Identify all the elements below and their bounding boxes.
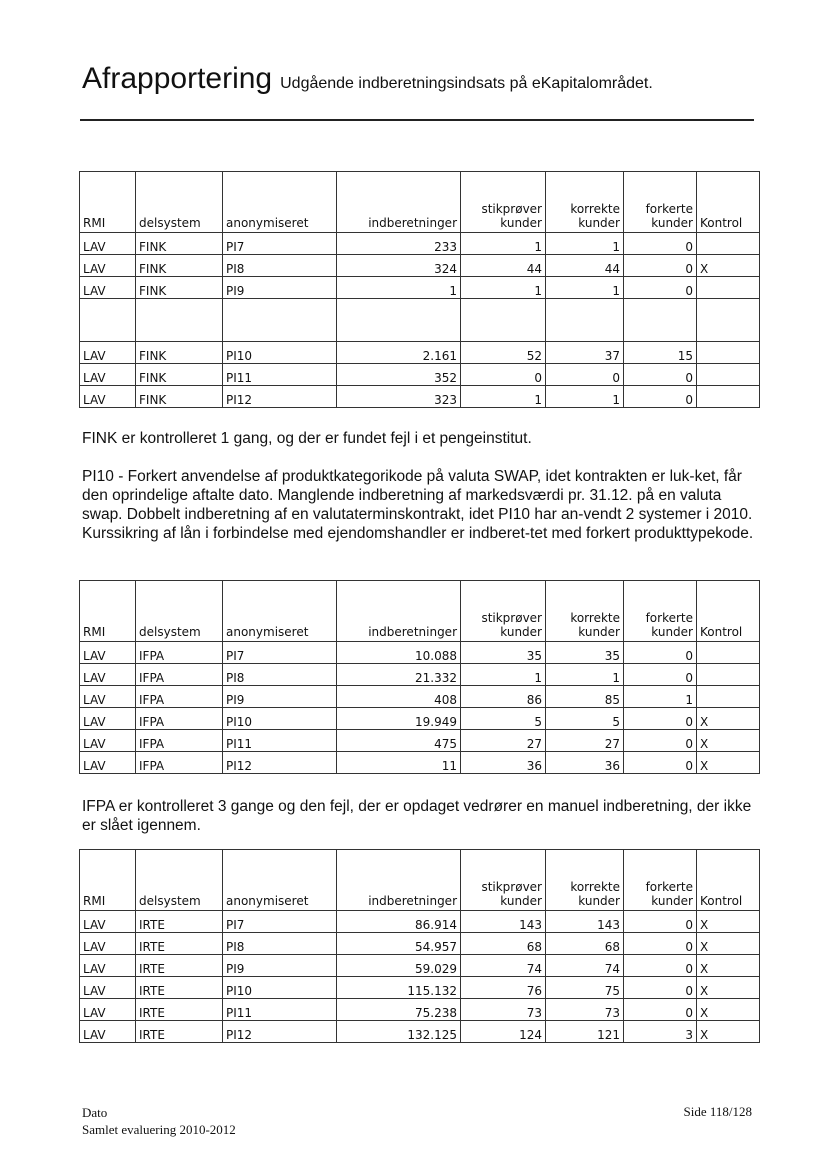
table-row — [80, 386, 760, 408]
table-cell: PI11 — [223, 730, 337, 752]
table-cell: 0 — [624, 255, 697, 277]
table-cell: IRTE — [136, 1021, 223, 1043]
table-cell: PI12 — [223, 1021, 337, 1043]
header-stikprover — [461, 581, 546, 642]
header-line: kunder — [500, 216, 542, 230]
table-header-row — [80, 850, 760, 911]
header-line: kunder — [651, 625, 693, 639]
table-cell: 74 — [546, 955, 624, 977]
table-header-row — [80, 581, 760, 642]
table-row — [80, 977, 760, 999]
table-cell: 0 — [624, 386, 697, 408]
table-cell: 0 — [624, 364, 697, 386]
table-cell: 408 — [337, 686, 461, 708]
table-cell: LAV — [80, 664, 136, 686]
table-cell: IRTE — [136, 999, 223, 1021]
table-cell: 0 — [624, 708, 697, 730]
table-cell: 21.332 — [337, 664, 461, 686]
header-indberetninger: indberetninger — [337, 581, 461, 642]
table-row — [80, 730, 760, 752]
table-row — [80, 342, 760, 364]
irte-table — [79, 849, 760, 1043]
table-cell — [697, 642, 760, 664]
table-cell: PI9 — [223, 955, 337, 977]
table-cell: 37 — [546, 342, 624, 364]
header-rmi: RMI — [80, 581, 136, 642]
table-cell: 0 — [624, 730, 697, 752]
table-cell — [697, 277, 760, 299]
header-line: kunder — [578, 894, 620, 908]
table-cell: FINK — [136, 386, 223, 408]
ifpa-table — [79, 580, 760, 774]
table-cell: X — [697, 730, 760, 752]
fink-summary: FINK er kontrolleret 1 gang, og der er fundet fejl i et pengeinstitut. — [82, 430, 532, 447]
table-cell: 52 — [461, 342, 546, 364]
table-cell: 0 — [624, 999, 697, 1021]
header-forkerte — [624, 850, 697, 911]
table-cell: X — [697, 1021, 760, 1043]
table-cell: X — [697, 955, 760, 977]
table-cell: LAV — [80, 642, 136, 664]
table-cell: 10.088 — [337, 642, 461, 664]
table-cell: 121 — [546, 1021, 624, 1043]
table-cell: LAV — [80, 364, 136, 386]
table-cell: PI7 — [223, 911, 337, 933]
table-row — [80, 933, 760, 955]
table-cell: 44 — [461, 255, 546, 277]
table-cell: 0 — [624, 752, 697, 774]
table-row — [80, 364, 760, 386]
header-line: stikprøver — [481, 611, 542, 625]
table-cell: IFPA — [136, 730, 223, 752]
table-cell: LAV — [80, 933, 136, 955]
table-cell — [697, 664, 760, 686]
table-cell: LAV — [80, 233, 136, 255]
table-cell: PI12 — [223, 752, 337, 774]
header-anonymiseret: anonymiseret — [223, 172, 337, 233]
table-cell: 1 — [546, 664, 624, 686]
table-cell: 0 — [624, 955, 697, 977]
header-forkerte — [624, 172, 697, 233]
header-stikprover — [461, 172, 546, 233]
fink-table — [79, 171, 760, 408]
table-cell: X — [697, 977, 760, 999]
spacer-cell — [461, 299, 546, 342]
table-header-row — [80, 172, 760, 233]
table-cell: LAV — [80, 708, 136, 730]
table-row — [80, 708, 760, 730]
table-cell: 27 — [461, 730, 546, 752]
table-cell: 0 — [624, 233, 697, 255]
table-cell: 143 — [546, 911, 624, 933]
table-cell: LAV — [80, 955, 136, 977]
table-cell: IRTE — [136, 933, 223, 955]
table-cell: IRTE — [136, 955, 223, 977]
footer-page-number: Side 118/128 — [683, 1104, 752, 1119]
table-cell: LAV — [80, 686, 136, 708]
header-delsystem: delsystem — [136, 172, 223, 233]
table-cell: LAV — [80, 386, 136, 408]
table-cell: PI9 — [223, 686, 337, 708]
table-cell: 1 — [546, 386, 624, 408]
table-cell: IFPA — [136, 708, 223, 730]
header-line: forkerte — [645, 611, 693, 625]
table-cell: 132.125 — [337, 1021, 461, 1043]
page-title — [82, 62, 653, 96]
table-cell: X — [697, 708, 760, 730]
header-line: korrekte — [570, 880, 620, 894]
table-cell: PI10 — [223, 977, 337, 999]
table-cell: IFPA — [136, 664, 223, 686]
spacer-cell — [697, 299, 760, 342]
table-row — [80, 255, 760, 277]
table-cell: 0 — [624, 911, 697, 933]
table-cell: LAV — [80, 1021, 136, 1043]
table-row — [80, 1021, 760, 1043]
table-cell: X — [697, 933, 760, 955]
table-cell: 68 — [546, 933, 624, 955]
table-cell: 1 — [461, 664, 546, 686]
table-cell: PI11 — [223, 364, 337, 386]
table-row — [80, 999, 760, 1021]
table-cell: 73 — [546, 999, 624, 1021]
title-main: Afrapportering — [82, 62, 273, 95]
header-delsystem: delsystem — [136, 850, 223, 911]
table-cell: PI10 — [223, 708, 337, 730]
header-line: kunder — [578, 625, 620, 639]
table-cell: 124 — [461, 1021, 546, 1043]
table-cell: 0 — [624, 933, 697, 955]
table-cell: 5 — [546, 708, 624, 730]
header-anonymiseret: anonymiseret — [223, 850, 337, 911]
table-cell — [697, 686, 760, 708]
table-cell: 1 — [546, 233, 624, 255]
table-cell: 0 — [624, 977, 697, 999]
table-cell: 86.914 — [337, 911, 461, 933]
table-cell: PI8 — [223, 255, 337, 277]
table-cell: 143 — [461, 911, 546, 933]
table-cell: X — [697, 999, 760, 1021]
table-cell: LAV — [80, 911, 136, 933]
title-subtitle: Udgående indberetningsindsats på eKapitalområdet. — [280, 75, 653, 92]
table-row — [80, 233, 760, 255]
header-line: kunder — [500, 894, 542, 908]
table-cell: 352 — [337, 364, 461, 386]
table-cell: 0 — [624, 642, 697, 664]
table-cell: 76 — [461, 977, 546, 999]
header-line: korrekte — [570, 611, 620, 625]
table-cell: 2.161 — [337, 342, 461, 364]
header-kontrol: Kontrol — [697, 850, 760, 911]
table-row — [80, 642, 760, 664]
spacer-cell — [624, 299, 697, 342]
spacer-cell — [136, 299, 223, 342]
footer-left — [82, 1104, 236, 1138]
table-spacer-row — [80, 299, 760, 342]
table-cell: X — [697, 752, 760, 774]
header-indberetninger: indberetninger — [337, 850, 461, 911]
table-cell: 54.957 — [337, 933, 461, 955]
table-cell: 44 — [546, 255, 624, 277]
table-cell: IRTE — [136, 977, 223, 999]
table-cell: 15 — [624, 342, 697, 364]
spacer-cell — [337, 299, 461, 342]
table-cell: 0 — [546, 364, 624, 386]
table-row — [80, 277, 760, 299]
table-cell: PI8 — [223, 664, 337, 686]
table-row — [80, 686, 760, 708]
header-kontrol: Kontrol — [697, 581, 760, 642]
table-cell: FINK — [136, 342, 223, 364]
header-line: kunder — [500, 625, 542, 639]
table-cell — [697, 386, 760, 408]
table-cell: 324 — [337, 255, 461, 277]
table-cell: LAV — [80, 277, 136, 299]
table-cell — [697, 364, 760, 386]
table-cell: IRTE — [136, 911, 223, 933]
table-row — [80, 664, 760, 686]
header-line: korrekte — [570, 202, 620, 216]
table-cell: 1 — [461, 233, 546, 255]
table-cell: PI9 — [223, 277, 337, 299]
header-stikprover — [461, 850, 546, 911]
table-cell: 86 — [461, 686, 546, 708]
table-cell: 233 — [337, 233, 461, 255]
table-cell: FINK — [136, 277, 223, 299]
title-divider — [80, 119, 754, 121]
table-row — [80, 752, 760, 774]
table-cell: 35 — [461, 642, 546, 664]
table-cell: 1 — [461, 386, 546, 408]
header-line: forkerte — [645, 880, 693, 894]
table-cell: 5 — [461, 708, 546, 730]
header-line: stikprøver — [481, 880, 542, 894]
table-cell: PI7 — [223, 233, 337, 255]
table-cell: 27 — [546, 730, 624, 752]
footer-dato: Dato — [82, 1105, 108, 1120]
table-cell: 1 — [624, 686, 697, 708]
table-cell: 1 — [337, 277, 461, 299]
pi10-description: PI10 - Forkert anvendelse af produktkategorikode på valuta SWAP, idet kontrakten er luk-ket, får den oprindelige aftalte dato. Manglende indberetning af markedsværdi pr. 31.12. på en valuta swap. Dobbelt indberetning af en valutaterminskontrakt, idet PI10 har an-vendt 2 systemer i 2010. Kurssikring af lån i forbindelse med ejendomshandler er indberet-tet med forkert produkttypekode. — [82, 468, 754, 542]
table-cell: IFPA — [136, 642, 223, 664]
header-line: stikprøver — [481, 202, 542, 216]
table-cell: X — [697, 255, 760, 277]
spacer-cell — [546, 299, 624, 342]
table-cell: LAV — [80, 999, 136, 1021]
table-cell: 73 — [461, 999, 546, 1021]
table-cell: FINK — [136, 364, 223, 386]
table-cell: 36 — [546, 752, 624, 774]
table-cell: PI12 — [223, 386, 337, 408]
header-rmi: RMI — [80, 850, 136, 911]
table-cell: 59.029 — [337, 955, 461, 977]
table-cell: PI10 — [223, 342, 337, 364]
table-cell: FINK — [136, 255, 223, 277]
header-korrekte — [546, 172, 624, 233]
header-anonymiseret: anonymiseret — [223, 581, 337, 642]
table-cell: PI8 — [223, 933, 337, 955]
ifpa-summary: IFPA er kontrolleret 3 gange og den fejl, der er opdaget vedrører en manuel indberetning, der ikke er slået igennem. — [82, 798, 752, 834]
header-korrekte — [546, 850, 624, 911]
table-cell: IFPA — [136, 686, 223, 708]
table-cell: FINK — [136, 233, 223, 255]
table-row — [80, 955, 760, 977]
table-cell: LAV — [80, 342, 136, 364]
header-indberetninger: indberetninger — [337, 172, 461, 233]
table-cell: IFPA — [136, 752, 223, 774]
table-row — [80, 911, 760, 933]
table-cell: 3 — [624, 1021, 697, 1043]
header-korrekte — [546, 581, 624, 642]
table-cell: LAV — [80, 730, 136, 752]
footer-doc-title: Samlet evaluering 2010-2012 — [82, 1122, 236, 1137]
header-line: kunder — [651, 894, 693, 908]
table-cell: PI11 — [223, 999, 337, 1021]
table-cell: 75 — [546, 977, 624, 999]
table-cell: 85 — [546, 686, 624, 708]
table-cell: 36 — [461, 752, 546, 774]
table-cell: 75.238 — [337, 999, 461, 1021]
table-cell: 0 — [624, 664, 697, 686]
table-cell: 475 — [337, 730, 461, 752]
header-line: kunder — [578, 216, 620, 230]
spacer-cell — [223, 299, 337, 342]
table-cell: 11 — [337, 752, 461, 774]
header-delsystem: delsystem — [136, 581, 223, 642]
header-line: forkerte — [645, 202, 693, 216]
header-forkerte — [624, 581, 697, 642]
spacer-cell — [80, 299, 136, 342]
table-cell: 1 — [461, 277, 546, 299]
table-cell: 1 — [546, 277, 624, 299]
header-kontrol: Kontrol — [697, 172, 760, 233]
table-cell: 115.132 — [337, 977, 461, 999]
header-line: kunder — [651, 216, 693, 230]
table-cell: X — [697, 911, 760, 933]
table-cell — [697, 342, 760, 364]
table-cell — [697, 233, 760, 255]
table-cell: 74 — [461, 955, 546, 977]
table-cell: 35 — [546, 642, 624, 664]
table-cell: 0 — [624, 277, 697, 299]
table-cell: LAV — [80, 255, 136, 277]
table-cell: 323 — [337, 386, 461, 408]
table-cell: 68 — [461, 933, 546, 955]
table-cell: PI7 — [223, 642, 337, 664]
table-cell: 0 — [461, 364, 546, 386]
header-rmi: RMI — [80, 172, 136, 233]
table-cell: LAV — [80, 977, 136, 999]
table-cell: LAV — [80, 752, 136, 774]
table-cell: 19.949 — [337, 708, 461, 730]
